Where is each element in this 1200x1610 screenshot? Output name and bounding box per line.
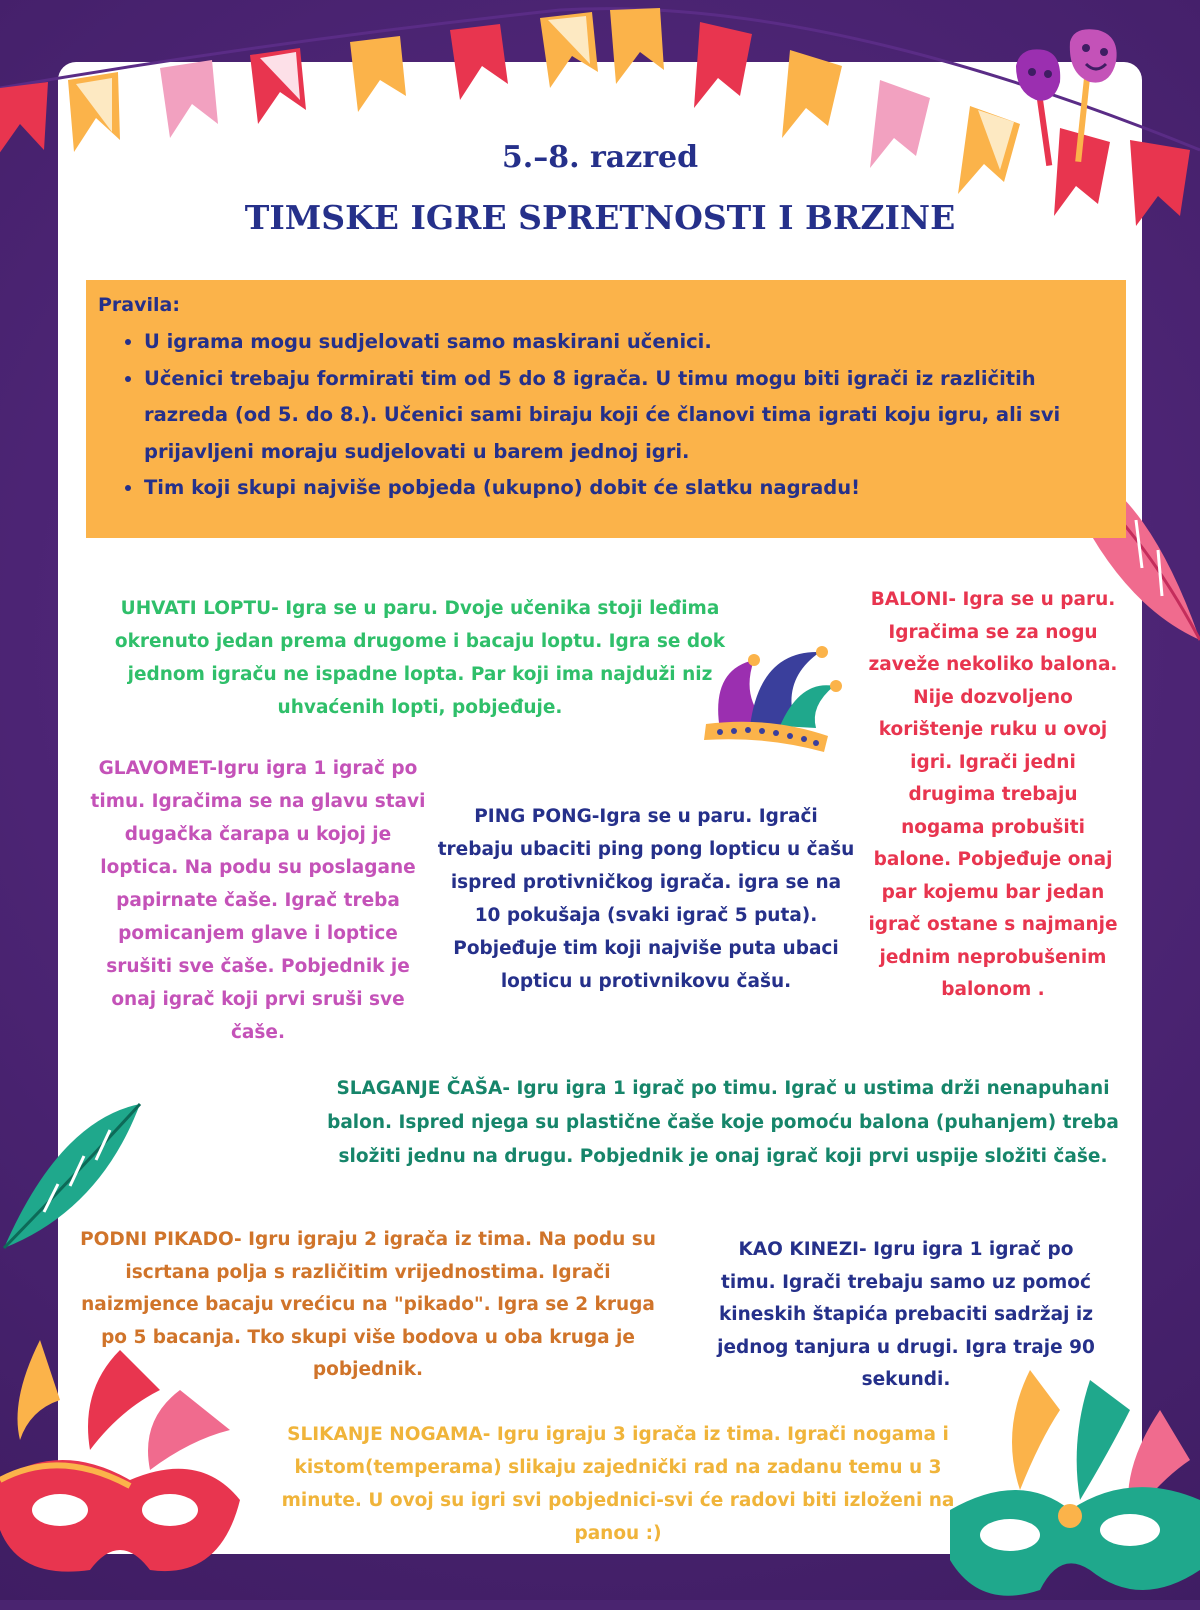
game-baloni: BALONI- Igra se u paru. Igračima se za nogu zaveže nekoliko balona. Nije dozvoljeno korištenje ruku u ovoj igri. Igrači jedni drugima trebaju nogama probušiti balone. Pobjeđuje onaj par kojemu bar jedan igrač ostane s najmanje jednim neprobušenim balonom .	[868, 589, 1118, 1000]
rule-item: • Tim koji skupi najviše pobjeda (ukupno) dobit će slatku nagradu!	[144, 470, 1124, 507]
game-slaganje-casa: SLAGANJE ČAŠA- Igru igra 1 igrač po timu. Igrač u ustima drži nenapuhani balon. Ispred njega su plastične čaše koje pomoću balona (puhanjem) treba složiti jednu na drugu. Pobjednik je onaj igrač koji prvi uspije složiti čaše.	[327, 1078, 1119, 1167]
game-slikanje-nogama: SLIKANJE NOGAMA- Igru igraju 3 igrača iz tima. Igrači nogama i kistom(temperama) slikaju zajednički rad na zadanu temu u 3 minute. U ovoj su igri svi pobjednici-svi će radovi biti izloženi na panou :)	[281, 1424, 955, 1544]
game-uhvati-loptu: UHVATI LOPTU- Igra se u paru. Dvoje učenika stoji leđima okrenuto jedan prema drugome i bacaju loptu. Igra se dok jednom igraču ne ispadne lopta. Par koji ima najduži niz uhvaćenih lopti, pobjeđuje.	[114, 598, 726, 718]
rule-item: • U igrama mogu sudjelovati samo maskirani učenici.	[144, 324, 1124, 361]
game-kao-kinezi: KAO KINEZI- Igru igra 1 igrač po timu. Igrači trebaju samo uz pomoć kineskih štapića prebaciti sadržaj iz jednog tanjura u drugi. Igra traje 90 sekundi.	[717, 1239, 1095, 1390]
page-title: TIMSKE IGRE SPRETNOSTI I BRZINE	[244, 198, 956, 237]
rule-item: • Učenici trebaju formirati tim od 5 do 8 igrača. U timu mogu biti igrači iz različitih razreda (od 5. do 8.). Učenici sami biraju koji će članovi tima igrati koju igru, ali svi prijavljeni moraju sudjelovati u barem jednoj igri.	[144, 361, 1124, 471]
rules-list	[112, 324, 1124, 507]
game-glavomet: GLAVOMET-Igru igra 1 igrač po timu. Igračima se na glavu stavi dugačka čarapa u kojoj je loptica. Na podu su poslagane papirnate čaše. Igrač treba pomicanjem glave i loptice srušiti sve čaše. Pobjednik je onaj igrač koji prvi sruši sve čaše.	[90, 758, 426, 1043]
game-podni-pikado: PODNI PIKADO- Igru igraju 2 igrača iz tima. Na podu su iscrtana polja s različitim vrijednostima. Igrači naizmjence bacaju vrećicu na "pikado". Igra se 2 kruga po 5 bacanja. Tko skupi više bodova u oba kruga je pobjednik.	[80, 1229, 656, 1380]
rules-heading: Pravila:	[98, 294, 180, 316]
rules-box	[86, 280, 1126, 538]
carnival-mask-icon	[940, 1370, 1200, 1610]
game-ping-pong: PING PONG-Igra se u paru. Igrači trebaju ubaciti ping pong lopticu u čašu ispred protivničkog igrača. igra se na 10 pokušaja (svaki igrač 5 puta). Pobjeđuje tim koji najviše puta ubaci lopticu u protivnikovu čašu.	[437, 806, 855, 992]
grade-heading: 5.–8. razred	[501, 140, 699, 175]
